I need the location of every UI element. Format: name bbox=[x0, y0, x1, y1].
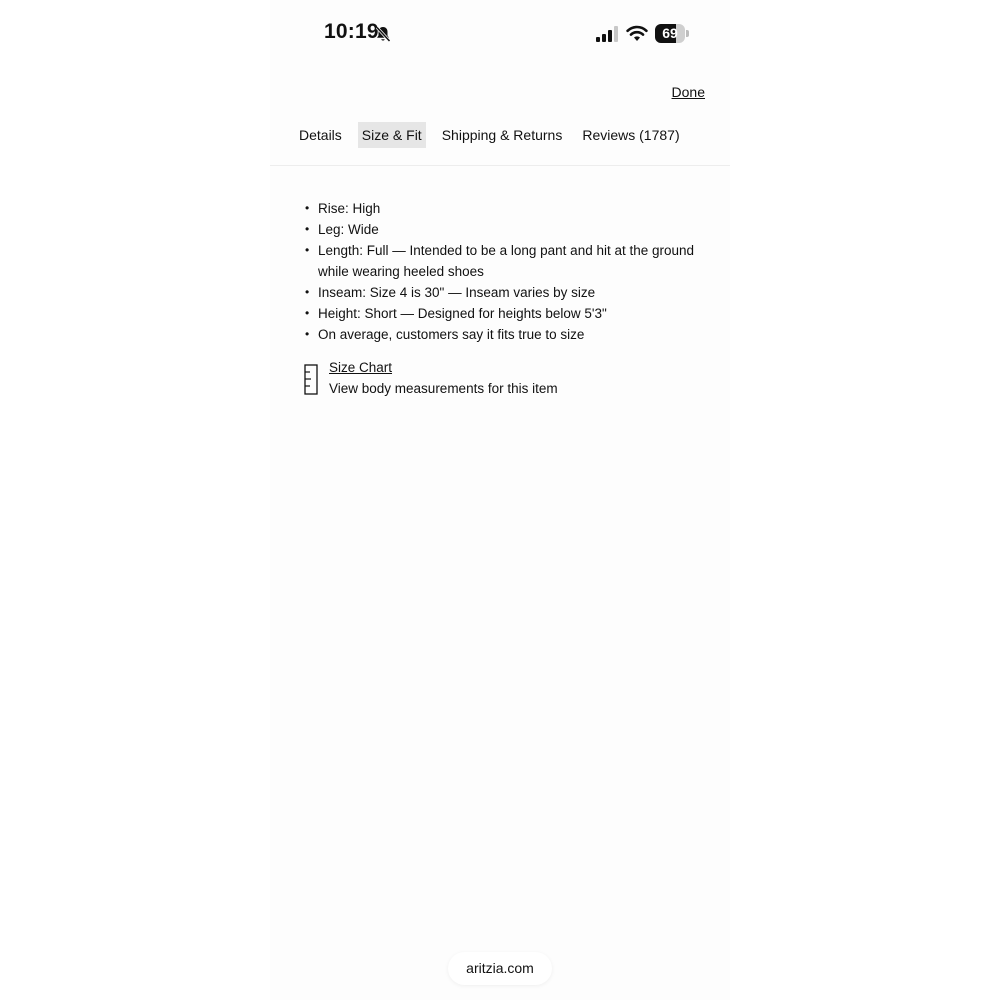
list-item: • Height: Short — Designed for heights below 5'3" bbox=[318, 303, 698, 324]
battery-icon bbox=[655, 24, 689, 43]
header-divider bbox=[270, 165, 730, 166]
list-item: • On average, customers say it fits true to size bbox=[318, 324, 698, 345]
size-fit-list bbox=[318, 198, 698, 345]
phone-screen bbox=[270, 0, 730, 1000]
status-bar bbox=[270, 0, 730, 68]
tab-size-and-fit[interactable]: Size & Fit bbox=[358, 122, 426, 148]
size-chart-section bbox=[304, 360, 684, 400]
battery-level: 69 bbox=[662, 25, 678, 41]
list-item: • Length: Full — Intended to be a long pant and hit at the ground while wearing heeled shoes bbox=[318, 240, 698, 282]
list-item: • Rise: High bbox=[318, 198, 698, 219]
cellular-signal-icon bbox=[596, 25, 620, 43]
status-time: 10:19 bbox=[324, 20, 379, 43]
url-text: aritzia.com bbox=[466, 960, 534, 976]
size-chart-link[interactable]: Size Chart bbox=[329, 360, 393, 375]
done-button[interactable]: Done bbox=[671, 84, 705, 100]
bell-slash-icon bbox=[374, 25, 392, 43]
tab-details[interactable]: Details bbox=[299, 127, 342, 143]
tab-bar bbox=[295, 122, 688, 150]
wifi-icon bbox=[626, 24, 648, 42]
list-item: • Leg: Wide bbox=[318, 219, 698, 240]
tab-shipping-returns[interactable]: Shipping & Returns bbox=[441, 127, 563, 143]
ruler-icon bbox=[304, 364, 320, 396]
size-chart-description: View body measurements for this item bbox=[329, 381, 558, 396]
list-item: • Inseam: Size 4 is 30" — Inseam varies by size bbox=[318, 282, 698, 303]
tab-reviews[interactable]: Reviews (1787) bbox=[582, 127, 680, 143]
browser-url-bar[interactable] bbox=[448, 952, 552, 985]
